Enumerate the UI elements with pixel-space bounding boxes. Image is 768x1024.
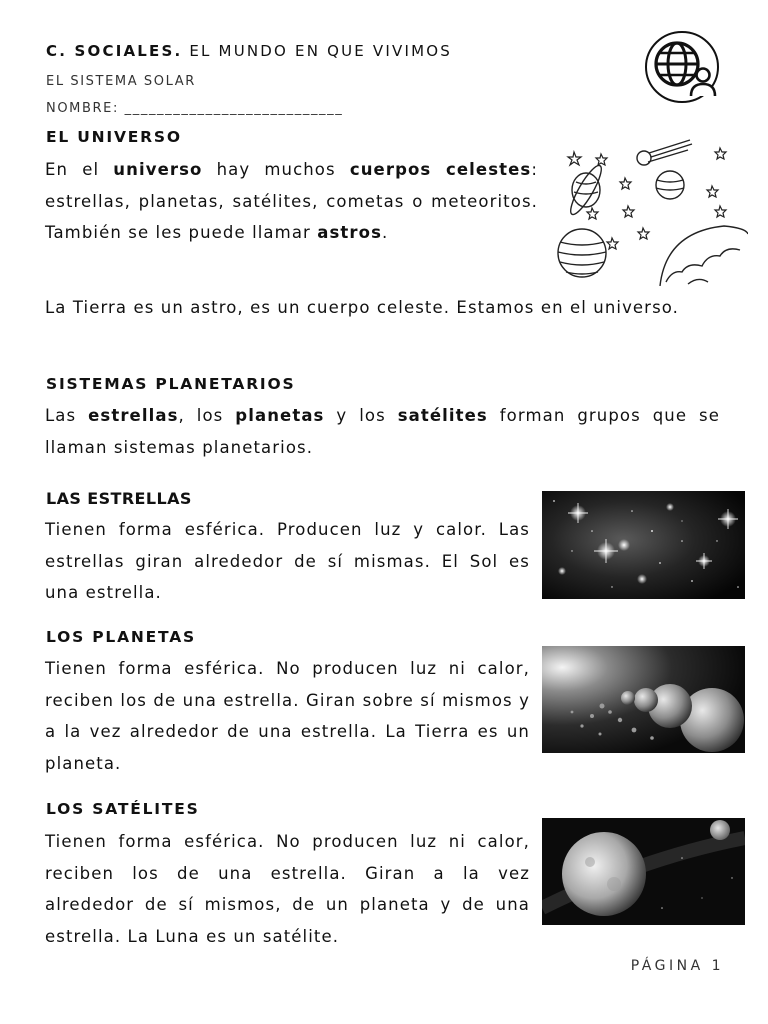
universo-title: EL UNIVERSO <box>46 128 182 146</box>
worksheet-title <box>46 42 452 60</box>
sistemas-paragraph: Las estrellas, los planetas y los satélites forman grupos que se llaman sistemas planetarios. <box>45 406 720 457</box>
estrellas-title: LAS ESTRELLAS <box>46 489 192 508</box>
name-field[interactable] <box>46 101 343 116</box>
planetas-paragraph: Tienen forma esférica. No producen luz ni calor, reciben los de una estrella. Giran sobre sí mismos y a la vez alrededor de una estrella. La Tierra es un planeta. <box>45 659 530 773</box>
sistemas-title: SISTEMAS PLANETARIOS <box>46 375 296 393</box>
planetas-title: LOS PLANETAS <box>46 628 196 646</box>
universo-paragraph-2: La Tierra es un astro, es un cuerpo celeste. Estamos en el universo. <box>45 298 680 317</box>
name-line: ___________________________ <box>124 101 344 116</box>
stars-photo <box>542 491 745 599</box>
globe-person-icon <box>644 30 722 104</box>
subject-label: C. SOCIALES. <box>46 42 183 60</box>
planets-stars-drawing <box>548 134 748 286</box>
estrellas-paragraph: Tienen forma esférica. Producen luz y calor. Las estrellas giran alrededor de sí mismas. El Sol es una estrella. <box>45 520 530 602</box>
satelites-paragraph: Tienen forma esférica. No producen luz ni calor, reciben los de una estrella. Giran a la vez alrededor de sí mismos, de un planeta y de una estrella. La Luna es un satélite. <box>45 832 530 946</box>
satellites-photo <box>542 818 745 925</box>
topic-label: EL SISTEMA SOLAR <box>46 74 196 89</box>
universo-paragraph-1: En el universo hay muchos cuerpos celestes: estrellas, planetas, satélites, cometas o meteoritos. También se les puede llamar astros. <box>45 160 538 242</box>
unit-label: EL MUNDO EN QUE VIVIMOS <box>189 42 452 60</box>
page-number: PÁGINA 1 <box>630 958 724 974</box>
satelites-title: LOS SATÉLITES <box>46 800 200 818</box>
name-label: NOMBRE: <box>46 101 125 116</box>
planets-photo <box>542 646 745 753</box>
